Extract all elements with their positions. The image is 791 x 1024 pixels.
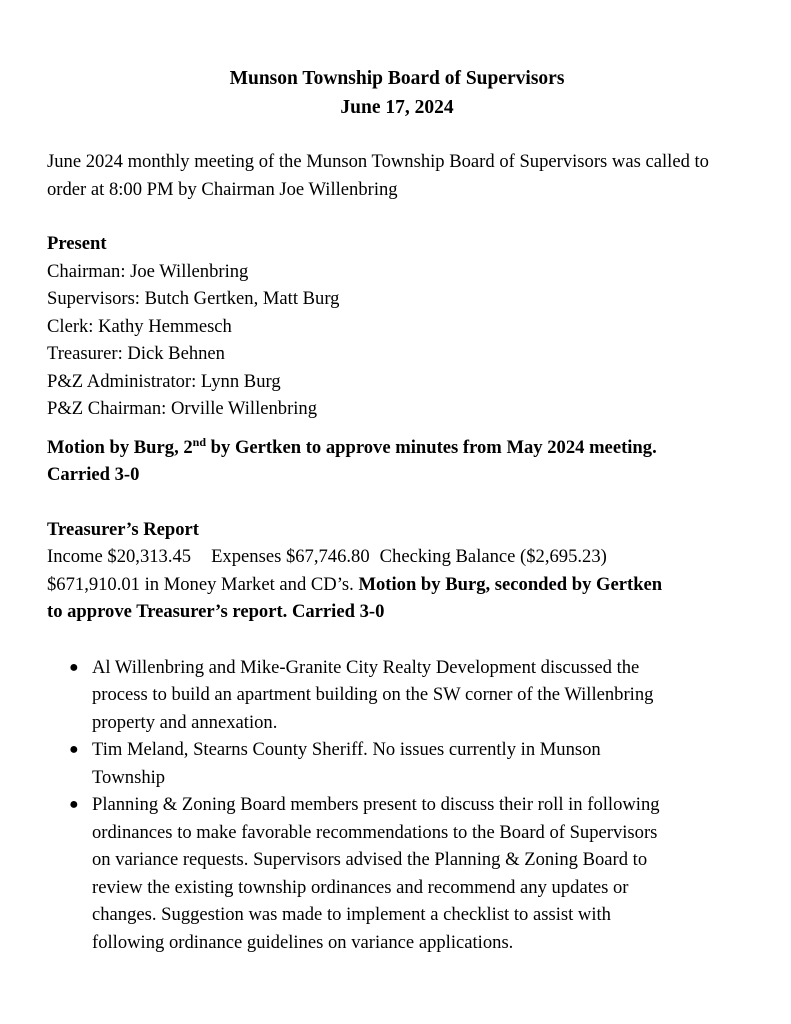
attendee-chairman: Chairman: Joe Willenbring [47, 260, 249, 282]
bullet-icon: ● [69, 741, 79, 758]
list-item-line: changes. Suggestion was made to implement a checklist to assist with [92, 904, 611, 925]
intro-paragraph: June 2024 monthly meeting of the Munson Township Board of Supervisors was called to order at 8:00 PM by Chairman Joe Willenbring [47, 151, 709, 200]
motion-result: Carried 3-0 [47, 464, 140, 485]
list-item-line: Tim Meland, Stearns County Sheriff. No issues currently in Munson [92, 739, 601, 760]
document-title: Munson Township Board of Supervisors [229, 68, 565, 89]
treasurer-report-section [47, 516, 747, 626]
minutes-motion [47, 434, 747, 489]
motion-superscript: nd [192, 434, 207, 449]
checking-balance: Checking Balance ($2,695.23) [379, 546, 607, 567]
attendee-treasurer: Treasurer: Dick Behnen [47, 343, 225, 364]
discussion-list [47, 654, 747, 957]
money-market-value: $671,910.01 in Money Market and CD’s. [47, 573, 354, 595]
list-item-line: property and annexation. [92, 711, 278, 733]
income-value: Income $20,313.45 [47, 546, 192, 567]
meeting-date: June 17, 2024 [340, 97, 454, 118]
attendee-supervisors: Supervisors: Butch Gertken, Matt Burg [47, 288, 340, 309]
present-section [47, 230, 747, 423]
attendee-clerk: Clerk: Kathy Hemmesch [47, 315, 232, 337]
present-heading: Present [47, 233, 107, 254]
list-item-line: ordinances to make favorable recommendations to the Board of Supervisors [92, 821, 658, 843]
bullet-icon: ● [69, 658, 79, 676]
list-item-line: on variance requests. Supervisors advised the Planning & Zoning Board to [92, 849, 648, 870]
document-page [47, 64, 747, 956]
list-item-line: Al Willenbring and Mike-Granite City Realty Development discussed the [92, 656, 640, 678]
treasurer-figures [47, 543, 747, 626]
expenses-value: Expenses $67,746.80 [211, 546, 370, 567]
treasurer-motion-line1: Motion by Burg, seconded by Gertken [358, 573, 663, 595]
attendee-pz-chairman: P&Z Chairman: Orville Willenbring [47, 398, 318, 419]
treasurer-motion-line2: to approve Treasurer’s report. Carried 3-0 [47, 601, 385, 622]
attendee-pz-administrator: P&Z Administrator: Lynn Burg [47, 370, 281, 392]
bullet-icon: ● [69, 796, 79, 813]
list-item [47, 654, 747, 737]
list-item-line: following ordinance guidelines on variance applications. [92, 931, 514, 953]
motion-text-before: Motion by Burg, 2 [47, 436, 193, 458]
list-item-line: Township [92, 766, 166, 788]
list-item-line: Planning & Zoning Board members present to discuss their roll in following [92, 794, 660, 815]
treasurer-report-heading: Treasurer’s Report [47, 518, 199, 540]
list-item-line: process to build an apartment building on the SW corner of the Willenbring [92, 684, 654, 705]
motion-text-after: by Gertken to approve minutes from May 2024 meeting. [206, 436, 657, 458]
list-item-line: review the existing township ordinances and recommend any updates or [92, 876, 629, 898]
list-item [47, 791, 747, 956]
list-item [47, 736, 747, 791]
